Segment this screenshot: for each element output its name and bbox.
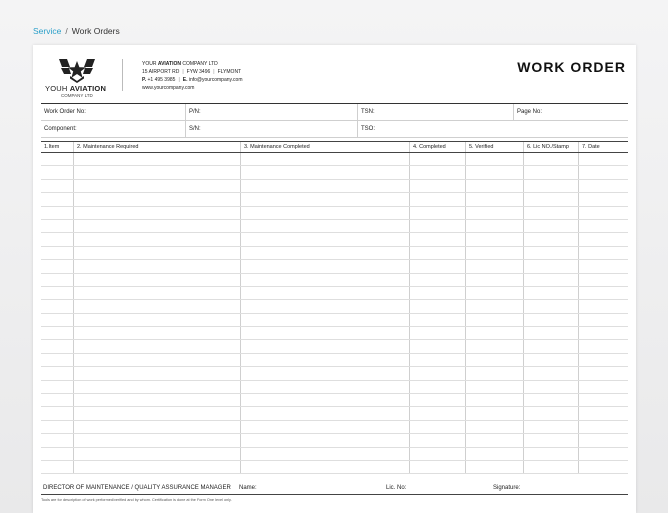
table-row	[41, 220, 628, 233]
table-cell[interactable]	[41, 247, 74, 259]
table-cell[interactable]	[524, 166, 579, 178]
pn-field[interactable]: P/N:	[186, 104, 358, 120]
order-fields	[41, 104, 628, 138]
table-cell[interactable]	[466, 193, 524, 205]
table-cell[interactable]	[74, 166, 241, 178]
table-cell[interactable]	[241, 247, 410, 259]
table-cell[interactable]	[579, 166, 628, 178]
table-cell[interactable]	[466, 327, 524, 339]
table-cell[interactable]	[410, 300, 466, 312]
table-cell[interactable]	[466, 434, 524, 446]
header-divider	[122, 59, 123, 91]
table-row	[41, 461, 628, 474]
table-cell[interactable]	[241, 394, 410, 406]
table-cell[interactable]	[466, 448, 524, 460]
table-cell[interactable]	[41, 461, 74, 473]
col-maintenance-required: 2. Maintenance Required	[74, 142, 241, 152]
table-cell[interactable]	[466, 394, 524, 406]
approver-role-label: DIRECTOR OF MAINTENANCE / QUALITY ASSURANCE MANAGER	[43, 485, 231, 491]
table-cell[interactable]	[524, 153, 579, 165]
table-row	[41, 327, 628, 340]
table-cell[interactable]	[579, 207, 628, 219]
table-cell[interactable]	[241, 421, 410, 433]
col-maintenance-completed: 3. Maintenance Completed	[241, 142, 410, 152]
lic-no-field[interactable]: Lic. No:	[386, 485, 407, 491]
table-cell[interactable]	[74, 448, 241, 460]
col-completed: 4. Completed	[410, 142, 466, 152]
table-cell[interactable]	[524, 354, 579, 366]
table-header	[41, 142, 628, 153]
table-cell[interactable]	[410, 247, 466, 259]
table-cell[interactable]	[41, 220, 74, 232]
table-cell[interactable]	[241, 233, 410, 245]
table-cell[interactable]	[466, 247, 524, 259]
table-cell[interactable]	[241, 300, 410, 312]
table-cell[interactable]	[524, 220, 579, 232]
table-cell[interactable]	[41, 207, 74, 219]
table-cell[interactable]	[241, 153, 410, 165]
table-cell[interactable]	[579, 461, 628, 473]
table-cell[interactable]	[74, 354, 241, 366]
table-cell[interactable]	[41, 448, 74, 460]
logo-wordmark: YOUH AVIATION	[45, 84, 107, 93]
table-cell[interactable]	[41, 434, 74, 446]
table-cell[interactable]	[410, 354, 466, 366]
table-row	[41, 207, 628, 220]
table-cell[interactable]	[41, 327, 74, 339]
table-cell[interactable]	[579, 367, 628, 379]
table-cell[interactable]	[579, 180, 628, 192]
table-cell[interactable]	[466, 233, 524, 245]
breadcrumb-separator: /	[65, 26, 68, 36]
table-cell[interactable]	[466, 274, 524, 286]
table-cell[interactable]	[241, 354, 410, 366]
table-cell[interactable]	[579, 300, 628, 312]
table-cell[interactable]	[466, 340, 524, 352]
table-cell[interactable]	[579, 354, 628, 366]
table-row	[41, 340, 628, 353]
table-cell[interactable]	[579, 340, 628, 352]
company-logo	[45, 57, 109, 102]
table-cell[interactable]	[579, 327, 628, 339]
table-cell[interactable]	[524, 193, 579, 205]
table-cell[interactable]	[241, 407, 410, 419]
table-cell[interactable]	[579, 314, 628, 326]
table-row	[41, 381, 628, 394]
table-cell[interactable]	[241, 220, 410, 232]
table-row	[41, 180, 628, 193]
table-cell[interactable]	[410, 207, 466, 219]
table-cell[interactable]	[410, 448, 466, 460]
table-cell[interactable]	[410, 394, 466, 406]
table-cell[interactable]	[466, 287, 524, 299]
table-cell[interactable]	[579, 233, 628, 245]
table-cell[interactable]	[41, 381, 74, 393]
table-row	[41, 407, 628, 420]
table-cell[interactable]	[579, 394, 628, 406]
breadcrumb-service-link[interactable]: Service	[33, 26, 62, 36]
table-cell[interactable]	[74, 287, 241, 299]
table-cell[interactable]	[579, 193, 628, 205]
table-cell[interactable]	[241, 287, 410, 299]
table-row	[41, 260, 628, 273]
table-cell[interactable]	[579, 220, 628, 232]
table-cell[interactable]	[524, 434, 579, 446]
table-cell[interactable]	[241, 314, 410, 326]
table-cell[interactable]	[74, 180, 241, 192]
table-cell[interactable]	[74, 421, 241, 433]
table-cell[interactable]	[524, 421, 579, 433]
table-cell[interactable]	[410, 461, 466, 473]
table-cell[interactable]	[41, 153, 74, 165]
name-field[interactable]: Name:	[239, 485, 257, 491]
table-cell[interactable]	[466, 314, 524, 326]
table-cell[interactable]	[466, 407, 524, 419]
company-contact: P. +1 495 3985 | E. info@yourcompany.com	[142, 77, 243, 83]
table-cell[interactable]	[466, 166, 524, 178]
table-cell[interactable]	[41, 180, 74, 192]
table-cell[interactable]	[241, 327, 410, 339]
table-cell[interactable]	[74, 233, 241, 245]
table-cell[interactable]	[410, 193, 466, 205]
table-row	[41, 274, 628, 287]
col-date: 7. Date	[582, 144, 600, 150]
table-cell[interactable]	[74, 394, 241, 406]
table-cell[interactable]	[466, 421, 524, 433]
table-cell[interactable]	[410, 220, 466, 232]
table-cell[interactable]	[74, 314, 241, 326]
table-cell[interactable]	[74, 260, 241, 272]
table-cell[interactable]	[466, 180, 524, 192]
table-cell[interactable]	[524, 407, 579, 419]
table-cell[interactable]	[466, 381, 524, 393]
order-fields-row	[41, 121, 628, 138]
table-row	[41, 233, 628, 246]
table-cell[interactable]	[410, 166, 466, 178]
table-row	[41, 247, 628, 260]
company-website: www.yourcompany.com	[142, 85, 195, 91]
signature-row	[41, 481, 628, 495]
col-lic-stamp: 6. Lic NO./Stamp	[524, 142, 579, 152]
table-row	[41, 367, 628, 380]
table-row	[41, 153, 628, 166]
table-cell[interactable]	[241, 274, 410, 286]
table-cell[interactable]	[41, 354, 74, 366]
table-row	[41, 421, 628, 434]
table-cell[interactable]	[524, 233, 579, 245]
table-cell[interactable]	[74, 300, 241, 312]
table-cell[interactable]	[410, 153, 466, 165]
table-cell[interactable]	[579, 407, 628, 419]
breadcrumb	[33, 26, 120, 36]
table-cell[interactable]	[41, 394, 74, 406]
table-cell[interactable]	[466, 260, 524, 272]
table-cell[interactable]	[579, 287, 628, 299]
table-cell[interactable]	[74, 407, 241, 419]
table-cell[interactable]	[524, 340, 579, 352]
table-cell[interactable]	[579, 421, 628, 433]
table-cell[interactable]	[524, 381, 579, 393]
table-cell[interactable]	[241, 367, 410, 379]
table-cell[interactable]	[524, 461, 579, 473]
table-cell[interactable]	[410, 381, 466, 393]
table-cell[interactable]	[41, 193, 74, 205]
table-cell[interactable]	[241, 193, 410, 205]
table-cell[interactable]	[524, 448, 579, 460]
table-row	[41, 166, 628, 179]
table-cell[interactable]	[74, 327, 241, 339]
table-cell[interactable]	[466, 300, 524, 312]
table-cell[interactable]	[410, 421, 466, 433]
breadcrumb-current: Work Orders	[71, 26, 120, 36]
table-cell[interactable]	[410, 407, 466, 419]
table-cell[interactable]	[74, 247, 241, 259]
table-cell[interactable]	[241, 448, 410, 460]
table-cell[interactable]	[410, 340, 466, 352]
wings-star-icon	[58, 57, 96, 83]
table-cell[interactable]	[241, 180, 410, 192]
table-cell[interactable]	[410, 287, 466, 299]
table-cell[interactable]	[466, 207, 524, 219]
table-cell[interactable]	[410, 327, 466, 339]
work-order-no-field[interactable]: Work Order No:	[41, 104, 186, 120]
table-row	[41, 193, 628, 206]
order-fields-row	[41, 104, 628, 121]
table-cell[interactable]	[241, 340, 410, 352]
signature-field[interactable]: Signature:	[493, 485, 521, 491]
component-field[interactable]: Component:	[41, 121, 186, 137]
table-cell[interactable]	[410, 314, 466, 326]
table-row	[41, 314, 628, 327]
table-cell[interactable]	[410, 274, 466, 286]
maintenance-log-table	[41, 141, 628, 474]
table-cell[interactable]	[579, 247, 628, 259]
table-body	[41, 153, 628, 474]
table-cell[interactable]	[579, 274, 628, 286]
table-row	[41, 287, 628, 300]
table-cell[interactable]	[74, 461, 241, 473]
table-cell[interactable]	[466, 461, 524, 473]
table-cell[interactable]	[579, 448, 628, 460]
table-cell[interactable]	[241, 434, 410, 446]
table-cell[interactable]	[524, 180, 579, 192]
table-cell[interactable]	[74, 367, 241, 379]
table-cell[interactable]	[579, 153, 628, 165]
table-cell[interactable]	[410, 233, 466, 245]
table-cell[interactable]	[524, 247, 579, 259]
table-cell[interactable]	[410, 180, 466, 192]
company-address	[142, 60, 243, 92]
table-cell[interactable]	[524, 300, 579, 312]
document-title: WORK ORDER	[517, 59, 626, 75]
table-cell[interactable]	[466, 220, 524, 232]
table-cell[interactable]	[241, 166, 410, 178]
table-cell[interactable]	[41, 340, 74, 352]
table-cell[interactable]	[410, 367, 466, 379]
col-verified: 5. Verified	[466, 142, 524, 152]
footnote: Tools are for description of work performed/verified and by whom. Certification is done at the Form One level only.	[41, 498, 232, 502]
table-cell[interactable]	[579, 434, 628, 446]
table-row	[41, 394, 628, 407]
tsn-field[interactable]: TSN:	[358, 104, 514, 120]
company-name: YOUR AVIATION COMPANY LTD	[142, 61, 218, 67]
table-cell[interactable]	[410, 260, 466, 272]
tso-field[interactable]: TSO:	[361, 126, 376, 132]
logo-subtext: COMPANY LTD	[61, 93, 93, 98]
table-row	[41, 300, 628, 313]
table-cell[interactable]	[524, 287, 579, 299]
table-cell[interactable]	[74, 220, 241, 232]
table-cell[interactable]	[41, 314, 74, 326]
table-cell[interactable]	[41, 233, 74, 245]
table-cell[interactable]	[524, 207, 579, 219]
table-cell[interactable]	[241, 381, 410, 393]
table-cell[interactable]	[410, 434, 466, 446]
table-cell[interactable]	[466, 153, 524, 165]
page-no-field[interactable]: Page No:	[517, 109, 543, 115]
table-cell[interactable]	[41, 287, 74, 299]
table-row	[41, 354, 628, 367]
table-cell[interactable]	[579, 381, 628, 393]
table-cell[interactable]	[74, 381, 241, 393]
table-row	[41, 448, 628, 461]
table-cell[interactable]	[579, 260, 628, 272]
table-cell[interactable]	[466, 367, 524, 379]
table-cell[interactable]	[41, 407, 74, 419]
table-cell[interactable]	[41, 421, 74, 433]
table-cell[interactable]	[74, 193, 241, 205]
table-cell[interactable]	[41, 300, 74, 312]
work-order-sheet	[33, 45, 636, 513]
table-cell[interactable]	[241, 260, 410, 272]
table-cell[interactable]	[74, 434, 241, 446]
table-cell[interactable]	[74, 153, 241, 165]
table-cell[interactable]	[41, 367, 74, 379]
company-street: 15 AIRPORT RD | FYW 3496 | FLYMONT	[142, 69, 242, 75]
table-cell[interactable]	[41, 166, 74, 178]
table-cell[interactable]	[241, 207, 410, 219]
table-cell[interactable]	[524, 314, 579, 326]
table-cell[interactable]	[466, 354, 524, 366]
table-cell[interactable]	[524, 327, 579, 339]
col-item: 1.Item	[41, 142, 74, 152]
table-cell[interactable]	[41, 274, 74, 286]
table-cell[interactable]	[74, 207, 241, 219]
table-cell[interactable]	[241, 461, 410, 473]
table-cell[interactable]	[524, 367, 579, 379]
table-cell[interactable]	[524, 394, 579, 406]
table-cell[interactable]	[74, 274, 241, 286]
sn-field[interactable]: S/N:	[186, 121, 358, 137]
table-cell[interactable]	[524, 274, 579, 286]
table-row	[41, 434, 628, 447]
table-cell[interactable]	[524, 260, 579, 272]
table-cell[interactable]	[74, 340, 241, 352]
table-cell[interactable]	[41, 260, 74, 272]
